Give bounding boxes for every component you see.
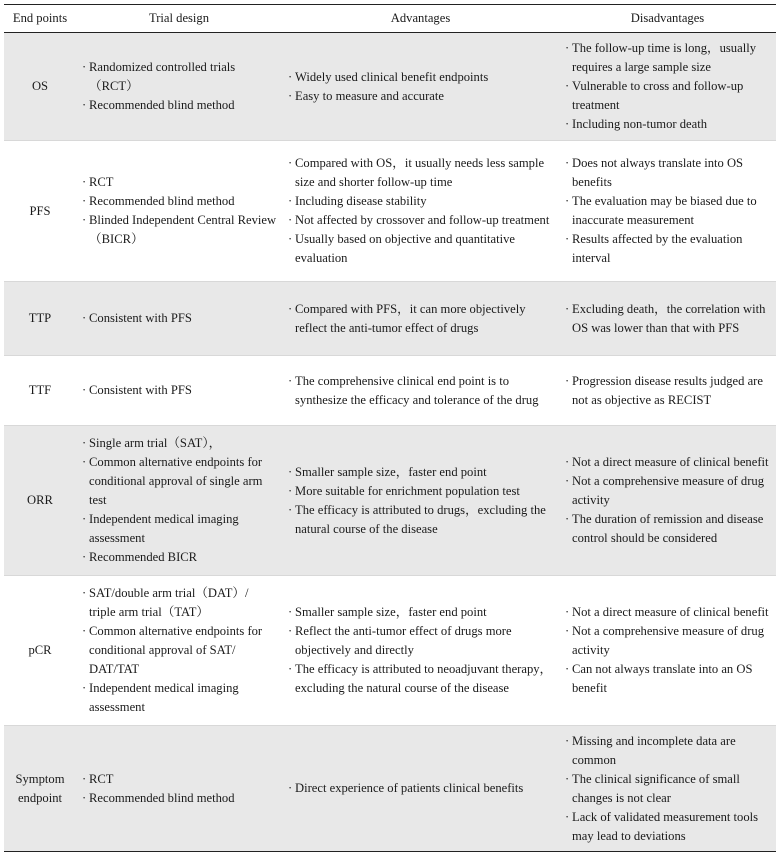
bullet-item: · Vulnerable to cross and follow-up treatment <box>565 77 772 115</box>
bullet-item: · The duration of remission and disease control should be considered <box>565 510 772 548</box>
advantages-cell <box>282 426 559 576</box>
bullet-list <box>82 381 278 400</box>
endpoint-cell: TTP <box>4 282 76 356</box>
bullet-item: · Single arm trial（SAT）， <box>82 434 278 453</box>
header-endpoints: End points <box>4 5 76 33</box>
endpoint-cell: pCR <box>28 643 52 657</box>
bullet-list <box>565 154 772 268</box>
table-row <box>4 141 776 282</box>
bullet-item: · Results affected by the evaluation interval <box>565 230 772 268</box>
trial-design-cell <box>76 356 282 426</box>
table-row <box>4 33 776 141</box>
bullet-item: · The efficacy is attributed to drugs，excluding the natural course of the disease <box>288 501 555 539</box>
bullet-item: · The follow-up time is long，usually requires a large sample size <box>565 39 772 77</box>
bullet-item: · Does not always translate into OS benefits <box>565 154 772 192</box>
endpoint-cell: OS <box>4 33 76 141</box>
endpoint-cell: TTF <box>28 383 52 397</box>
bullet-item: · Reflect the anti-tumor effect of drugs more objectively and directly <box>288 622 555 660</box>
table-row <box>4 726 776 852</box>
bullet-item: · Smaller sample size，faster end point <box>288 603 555 622</box>
bullet-item: · Smaller sample size，faster end point <box>288 463 555 482</box>
bullet-item: · Usually based on objective and quantitative evaluation <box>288 230 555 268</box>
bullet-item: · Consistent with PFS <box>82 381 278 400</box>
bullet-list <box>288 463 555 539</box>
bullet-item: · Recommended blind method <box>82 96 278 115</box>
header-row <box>4 5 776 33</box>
bullet-item: · Recommended BICR <box>82 548 278 567</box>
advantages-cell <box>282 726 559 852</box>
bullet-item: · Independent medical imaging assessment <box>82 510 278 548</box>
bullet-item: · Not a comprehensive measure of drug activity <box>565 622 772 660</box>
bullet-item: · RCT <box>82 770 278 789</box>
bullet-item: · Missing and incomplete data are common <box>565 732 772 770</box>
endpoints-table <box>4 4 776 852</box>
bullet-item: · Compared with PFS，it can more objectively reflect the anti-tumor effect of drugs <box>288 300 555 338</box>
bullet-item: · Independent medical imaging assessment <box>82 679 278 717</box>
trial-design-cell <box>76 141 282 282</box>
bullet-item: · Direct experience of patients clinical benefits <box>288 779 555 798</box>
endpoint-cell: ORR <box>4 426 76 576</box>
bullet-item: · Widely used clinical benefit endpoints <box>288 68 555 87</box>
bullet-item: · Blinded Independent Central Review（BICR） <box>82 211 278 249</box>
bullet-list <box>82 584 278 717</box>
bullet-item: · Including disease stability <box>288 192 555 211</box>
bullet-item: · Recommended blind method <box>82 192 278 211</box>
disadvantages-cell <box>559 426 776 576</box>
bullet-list <box>565 453 772 548</box>
bullet-item: · Can not always translate into an OS benefit <box>565 660 772 698</box>
bullet-item: · Not a direct measure of clinical benefit <box>565 603 772 622</box>
bullet-list <box>565 372 772 410</box>
bullet-item: · Not a comprehensive measure of drug activity <box>565 472 772 510</box>
bullet-list <box>288 603 555 698</box>
table-row <box>4 576 776 726</box>
bullet-list <box>288 300 555 338</box>
bullet-item: · RCT <box>82 173 278 192</box>
bullet-item: · The efficacy is attributed to neoadjuvant therapy，excluding the natural course of the disease <box>288 660 555 698</box>
bullet-list <box>288 779 555 798</box>
advantages-cell <box>282 33 559 141</box>
bullet-list <box>288 68 555 106</box>
disadvantages-cell <box>559 141 776 282</box>
bullet-item: · Including non-tumor death <box>565 115 772 134</box>
bullet-item: · Compared with OS，it usually needs less sample size and shorter follow-up time <box>288 154 555 192</box>
trial-design-cell <box>76 33 282 141</box>
advantages-cell <box>282 282 559 356</box>
advantages-cell <box>282 356 559 426</box>
bullet-item: · Lack of validated measurement tools may lead to deviations <box>565 808 772 846</box>
disadvantages-cell <box>559 33 776 141</box>
endpoint-cell: PFS <box>29 203 51 218</box>
trial-design-cell <box>76 576 282 726</box>
bullet-item: · Not a direct measure of clinical benefit <box>565 453 772 472</box>
bullet-list <box>288 372 555 410</box>
table-body <box>4 33 776 852</box>
trial-design-cell <box>76 726 282 852</box>
bullet-item: · The comprehensive clinical end point is to synthesize the efficacy and tolerance of the drug <box>288 372 555 410</box>
bullet-item: · Not affected by crossover and follow-up treatment <box>288 211 555 230</box>
header-trial-design: Trial design <box>76 5 282 33</box>
bullet-item: · The evaluation may be biased due to inaccurate measurement <box>565 192 772 230</box>
bullet-item: · Randomized controlled trials（RCT） <box>82 58 278 96</box>
bullet-item: · More suitable for enrichment population test <box>288 482 555 501</box>
advantages-cell <box>282 141 559 282</box>
bullet-list <box>565 732 772 846</box>
bullet-list <box>565 603 772 698</box>
bullet-item: · Recommended blind method <box>82 789 278 808</box>
header-advantages: Advantages <box>282 5 559 33</box>
header-disadvantages: Disadvantages <box>559 5 776 33</box>
bullet-list <box>82 770 278 808</box>
bullet-item: · Progression disease results judged are not as objective as RECIST <box>565 372 772 410</box>
bullet-item: · Excluding death，the correlation with OS was lower than that with PFS <box>565 300 772 338</box>
table-row <box>4 282 776 356</box>
bullet-item: · Common alternative endpoints for conditional approval of SAT/ DAT/TAT <box>82 622 278 679</box>
bullet-item: · Easy to measure and accurate <box>288 87 555 106</box>
trial-design-cell <box>76 282 282 356</box>
bullet-list <box>288 154 555 268</box>
bullet-item: · Consistent with PFS <box>82 309 278 328</box>
bullet-list <box>565 300 772 338</box>
bullet-list <box>565 39 772 134</box>
table-row <box>4 356 776 426</box>
bullet-item: · SAT/double arm trial（DAT）/ triple arm trial（TAT） <box>82 584 278 622</box>
bullet-list <box>82 173 278 249</box>
bullet-list <box>82 434 278 567</box>
advantages-cell <box>282 576 559 726</box>
disadvantages-cell <box>559 576 776 726</box>
trial-design-cell <box>76 426 282 576</box>
bullet-list <box>82 309 278 328</box>
bullet-item: · The clinical significance of small changes is not clear <box>565 770 772 808</box>
endpoint-cell: Symptom endpoint <box>4 726 76 852</box>
bullet-list <box>82 58 278 115</box>
disadvantages-cell <box>559 282 776 356</box>
disadvantages-cell <box>559 356 776 426</box>
bullet-item: · Common alternative endpoints for conditional approval of single arm test <box>82 453 278 510</box>
disadvantages-cell <box>559 726 776 852</box>
table-row <box>4 426 776 576</box>
